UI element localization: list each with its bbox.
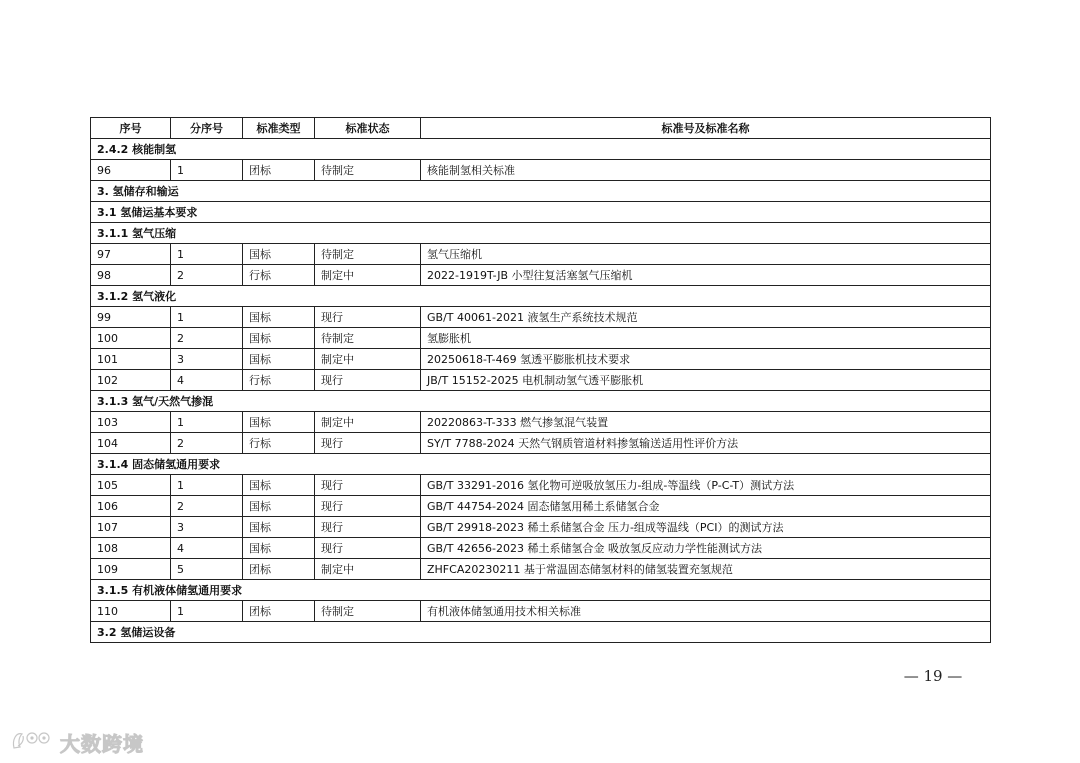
table-row [91, 496, 991, 517]
section-row [91, 580, 991, 601]
cell-sub-no: 1 [171, 412, 243, 433]
table-row [91, 370, 991, 391]
cell-standard-name: SY/T 7788-2024 天然气钢质管道材料掺氢输送适用性评价方法 [421, 433, 991, 454]
cell-standard-name: 有机液体储氢通用技术相关标准 [421, 601, 991, 622]
header-no: 序号 [91, 118, 171, 139]
cell-type: 国标 [243, 244, 315, 265]
cell-sub-no: 2 [171, 496, 243, 517]
watermark [10, 728, 144, 756]
cell-status: 待制定 [315, 244, 421, 265]
section-heading: 2.4.2 核能制氢 [91, 139, 991, 160]
cell-status: 现行 [315, 538, 421, 559]
section-heading: 3.1.3 氢气/天然气掺混 [91, 391, 991, 412]
cell-type: 行标 [243, 370, 315, 391]
cell-status: 现行 [315, 475, 421, 496]
cell-sub-no: 4 [171, 370, 243, 391]
cell-no: 99 [91, 307, 171, 328]
section-heading: 3.1.4 固态储氢通用要求 [91, 454, 991, 475]
cell-type: 国标 [243, 349, 315, 370]
cell-type: 国标 [243, 517, 315, 538]
header-sub-no: 分序号 [171, 118, 243, 139]
table-row [91, 517, 991, 538]
cell-no: 107 [91, 517, 171, 538]
cell-sub-no: 1 [171, 160, 243, 181]
cell-sub-no: 4 [171, 538, 243, 559]
header-status: 标准状态 [315, 118, 421, 139]
cell-no: 96 [91, 160, 171, 181]
cell-no: 109 [91, 559, 171, 580]
table-row [91, 559, 991, 580]
brand-logo-icon [10, 728, 54, 756]
cell-status: 制定中 [315, 349, 421, 370]
table-row [91, 160, 991, 181]
cell-sub-no: 3 [171, 517, 243, 538]
cell-sub-no: 1 [171, 601, 243, 622]
cell-status: 待制定 [315, 328, 421, 349]
table-row [91, 328, 991, 349]
cell-standard-name: GB/T 29918-2023 稀土系储氢合金 压力-组成等温线（PCI）的测试方法 [421, 517, 991, 538]
cell-sub-no: 3 [171, 349, 243, 370]
cell-sub-no: 5 [171, 559, 243, 580]
standards-table [90, 117, 991, 643]
cell-sub-no: 2 [171, 433, 243, 454]
table-row [91, 307, 991, 328]
cell-type: 团标 [243, 601, 315, 622]
cell-standard-name: 20250618-T-469 氢透平膨胀机技术要求 [421, 349, 991, 370]
cell-no: 103 [91, 412, 171, 433]
cell-standard-name: 氢膨胀机 [421, 328, 991, 349]
cell-no: 101 [91, 349, 171, 370]
cell-sub-no: 1 [171, 475, 243, 496]
cell-standard-name: GB/T 33291-2016 氢化物可逆吸放氢压力-组成-等温线（P-C-T）测试方法 [421, 475, 991, 496]
cell-status: 制定中 [315, 559, 421, 580]
cell-sub-no: 2 [171, 265, 243, 286]
cell-no: 106 [91, 496, 171, 517]
cell-status: 待制定 [315, 160, 421, 181]
table-row [91, 412, 991, 433]
cell-status: 制定中 [315, 412, 421, 433]
cell-no: 108 [91, 538, 171, 559]
cell-no: 102 [91, 370, 171, 391]
cell-status: 制定中 [315, 265, 421, 286]
table-row [91, 265, 991, 286]
cell-status: 现行 [315, 496, 421, 517]
section-heading: 3.1 氢储运基本要求 [91, 202, 991, 223]
cell-standard-name: 20220863-T-333 燃气掺氢混气装置 [421, 412, 991, 433]
section-row [91, 286, 991, 307]
section-row [91, 139, 991, 160]
table-row [91, 538, 991, 559]
table-row [91, 244, 991, 265]
table-body [91, 139, 991, 643]
table-row [91, 475, 991, 496]
cell-status: 现行 [315, 307, 421, 328]
table-row [91, 433, 991, 454]
cell-sub-no: 1 [171, 244, 243, 265]
table-row [91, 349, 991, 370]
cell-standard-name: ZHFCA20230211 基于常温固态储氢材料的储氢装置充氢规范 [421, 559, 991, 580]
cell-type: 国标 [243, 475, 315, 496]
page-number: — 19 — [903, 667, 963, 685]
watermark-text: 大数跨境 [60, 731, 144, 756]
cell-standard-name: 核能制氢相关标准 [421, 160, 991, 181]
cell-sub-no: 1 [171, 307, 243, 328]
cell-type: 国标 [243, 328, 315, 349]
header-standard-name: 标准号及标准名称 [421, 118, 991, 139]
cell-status: 现行 [315, 370, 421, 391]
cell-type: 团标 [243, 559, 315, 580]
cell-type: 国标 [243, 307, 315, 328]
cell-status: 现行 [315, 517, 421, 538]
cell-status: 待制定 [315, 601, 421, 622]
cell-no: 98 [91, 265, 171, 286]
cell-type: 行标 [243, 433, 315, 454]
cell-no: 105 [91, 475, 171, 496]
table-row [91, 601, 991, 622]
cell-type: 团标 [243, 160, 315, 181]
table-header-row [91, 118, 991, 139]
cell-standard-name: 氢气压缩机 [421, 244, 991, 265]
section-row [91, 391, 991, 412]
section-heading: 3.1.1 氢气压缩 [91, 223, 991, 244]
section-row [91, 454, 991, 475]
section-row [91, 223, 991, 244]
cell-status: 现行 [315, 433, 421, 454]
cell-no: 97 [91, 244, 171, 265]
cell-type: 国标 [243, 412, 315, 433]
section-heading: 3.2 氢储运设备 [91, 622, 991, 643]
section-row [91, 181, 991, 202]
section-row [91, 202, 991, 223]
cell-type: 国标 [243, 538, 315, 559]
cell-standard-name: JB/T 15152-2025 电机制动氢气透平膨胀机 [421, 370, 991, 391]
section-heading: 3. 氢储存和输运 [91, 181, 991, 202]
cell-standard-name: GB/T 42656-2023 稀土系储氢合金 吸放氢反应动力学性能测试方法 [421, 538, 991, 559]
cell-standard-name: GB/T 44754-2024 固态储氢用稀土系储氢合金 [421, 496, 991, 517]
cell-standard-name: GB/T 40061-2021 液氢生产系统技术规范 [421, 307, 991, 328]
cell-no: 104 [91, 433, 171, 454]
cell-sub-no: 2 [171, 328, 243, 349]
cell-standard-name: 2022-1919T-JB 小型往复活塞氢气压缩机 [421, 265, 991, 286]
cell-no: 110 [91, 601, 171, 622]
cell-no: 100 [91, 328, 171, 349]
cell-type: 国标 [243, 496, 315, 517]
section-heading: 3.1.2 氢气液化 [91, 286, 991, 307]
section-row [91, 622, 991, 643]
cell-type: 行标 [243, 265, 315, 286]
section-heading: 3.1.5 有机液体储氢通用要求 [91, 580, 991, 601]
header-type: 标准类型 [243, 118, 315, 139]
